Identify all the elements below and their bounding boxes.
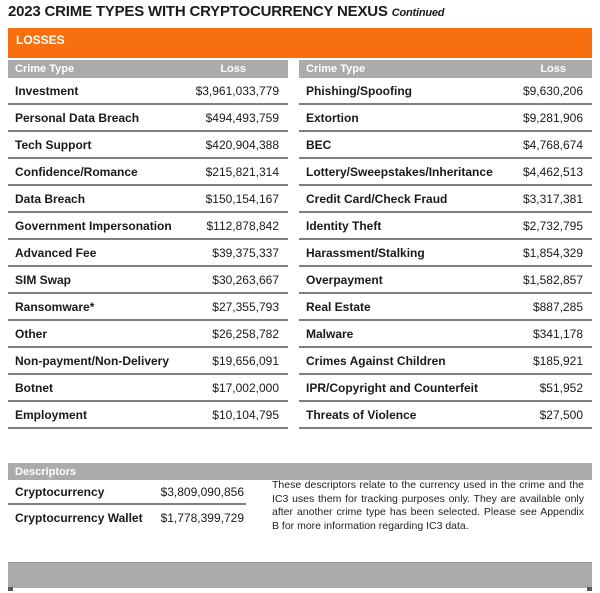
table-row: [299, 78, 592, 105]
losses-table-left: [8, 60, 288, 429]
table-row: [299, 213, 592, 240]
column-header-loss: Loss: [540, 63, 566, 75]
crime-type-cell: Non-payment/Non-Delivery: [15, 353, 170, 368]
crime-type-cell: Real Estate: [306, 299, 371, 314]
crime-type-cell: Crimes Against Children: [306, 353, 446, 368]
table-header: [299, 60, 592, 78]
loss-cell: $4,768,674: [522, 137, 583, 152]
crime-type-cell: Investment: [15, 83, 79, 98]
descriptors-band-label: Descriptors: [15, 465, 77, 478]
table-row: [8, 105, 288, 132]
crime-type-cell: Identity Theft: [306, 218, 382, 233]
column-header-crime-type: Crime Type: [15, 63, 75, 75]
descriptors-section-band: [8, 463, 592, 480]
table-row: [299, 267, 592, 294]
loss-cell: $3,317,381: [522, 191, 583, 206]
table-row: [299, 105, 592, 132]
table-row: [299, 402, 592, 429]
page-title-continued: Continued: [391, 7, 445, 19]
loss-cell: $494,493,759: [205, 110, 279, 125]
footer-bar: [8, 562, 592, 588]
crime-type-cell: Harassment/Stalking: [306, 245, 425, 260]
table-row: [299, 375, 592, 402]
crime-type-cell: Other: [15, 326, 48, 341]
loss-cell: $26,258,782: [212, 326, 279, 341]
table-row: [8, 375, 288, 402]
crime-type-cell: Personal Data Breach: [15, 110, 140, 125]
table-row: [299, 240, 592, 267]
losses-band-label: LOSSES: [16, 33, 65, 47]
table-row: [299, 159, 592, 186]
page-title-text: 2023 CRIME TYPES WITH CRYPTOCURRENCY NEXUS: [8, 3, 388, 20]
crime-type-cell: Phishing/Spoofing: [306, 83, 412, 98]
loss-cell: $9,630,206: [522, 83, 583, 98]
loss-cell: $17,002,000: [212, 380, 279, 395]
loss-cell: $150,154,167: [205, 191, 279, 206]
crime-type-cell: Tech Support: [15, 137, 92, 152]
loss-cell: $420,904,388: [205, 137, 279, 152]
crime-type-cell: Ransomware*: [15, 299, 95, 314]
loss-cell: $30,263,667: [212, 272, 279, 287]
table-row: [8, 321, 288, 348]
crime-type-cell: Lottery/Sweepstakes/Inheritance: [306, 164, 493, 179]
loss-cell: $1,854,329: [522, 245, 583, 260]
descriptor-cell: Cryptocurrency Wallet: [15, 510, 143, 525]
loss-cell: $1,582,857: [522, 272, 583, 287]
table-row: [8, 402, 288, 429]
table-row: [8, 240, 288, 267]
crime-type-cell: Employment: [15, 407, 88, 422]
descriptor-cell: Cryptocurrency: [15, 484, 105, 499]
crime-type-cell: Advanced Fee: [15, 245, 97, 260]
table-row: [299, 186, 592, 213]
loss-cell: $112,878,842: [206, 218, 279, 233]
descriptors-table: [8, 480, 246, 530]
table-row: [8, 480, 246, 505]
loss-cell: $215,821,314: [205, 164, 279, 179]
loss-cell: $3,809,090,856: [160, 484, 244, 499]
column-header-loss: Loss: [220, 63, 246, 75]
table-row: [8, 132, 288, 159]
loss-cell: $4,462,513: [522, 164, 583, 179]
crime-type-cell: Extortion: [306, 110, 359, 125]
crime-type-cell: Data Breach: [15, 191, 86, 206]
table-row: [299, 132, 592, 159]
table-row: [8, 159, 288, 186]
loss-cell: $3,961,033,779: [195, 83, 279, 98]
loss-cell: $27,500: [539, 407, 583, 422]
page-title: [8, 3, 444, 20]
crime-type-cell: SIM Swap: [15, 272, 72, 287]
crime-type-cell: Malware: [306, 326, 354, 341]
table-row: [299, 348, 592, 375]
table-row: [8, 78, 288, 105]
crime-type-cell: Overpayment: [306, 272, 383, 287]
loss-cell: $27,355,793: [212, 299, 279, 314]
crime-type-cell: BEC: [306, 137, 332, 152]
loss-cell: $1,778,399,729: [160, 510, 244, 525]
crime-type-cell: Threats of Violence: [306, 407, 417, 422]
loss-cell: $2,732,795: [522, 218, 583, 233]
table-row: [8, 348, 288, 375]
crime-type-cell: IPR/Copyright and Counterfeit: [306, 380, 478, 395]
loss-cell: $39,375,337: [212, 245, 279, 260]
table-row: [8, 294, 288, 321]
crime-type-cell: Confidence/Romance: [15, 164, 138, 179]
loss-cell: $887,285: [532, 299, 583, 314]
losses-table-right: [299, 60, 592, 429]
table-row: [299, 321, 592, 348]
loss-cell: $9,281,906: [522, 110, 583, 125]
loss-cell: $19,656,091: [212, 353, 279, 368]
loss-cell: $341,178: [532, 326, 583, 341]
table-row: [299, 294, 592, 321]
losses-section-band: [8, 28, 592, 58]
table-row: [8, 186, 288, 213]
table-row: [8, 505, 246, 530]
descriptors-note: These descriptors relate to the currency used in the crime and the IC3 uses them for tracking purposes only. They are available only after another crime type has been selected. Please see Appendix B for more information regarding IC3 data.: [272, 479, 584, 532]
loss-cell: $51,952: [539, 380, 583, 395]
crime-type-cell: Government Impersonation: [15, 218, 172, 233]
crime-type-cell: Credit Card/Check Fraud: [306, 191, 448, 206]
table-row: [8, 267, 288, 294]
loss-cell: $10,104,795: [212, 407, 279, 422]
table-row: [8, 213, 288, 240]
crime-type-cell: Botnet: [15, 380, 53, 395]
column-header-crime-type: Crime Type: [306, 63, 366, 75]
table-header: [8, 60, 288, 78]
loss-cell: $185,921: [532, 353, 583, 368]
